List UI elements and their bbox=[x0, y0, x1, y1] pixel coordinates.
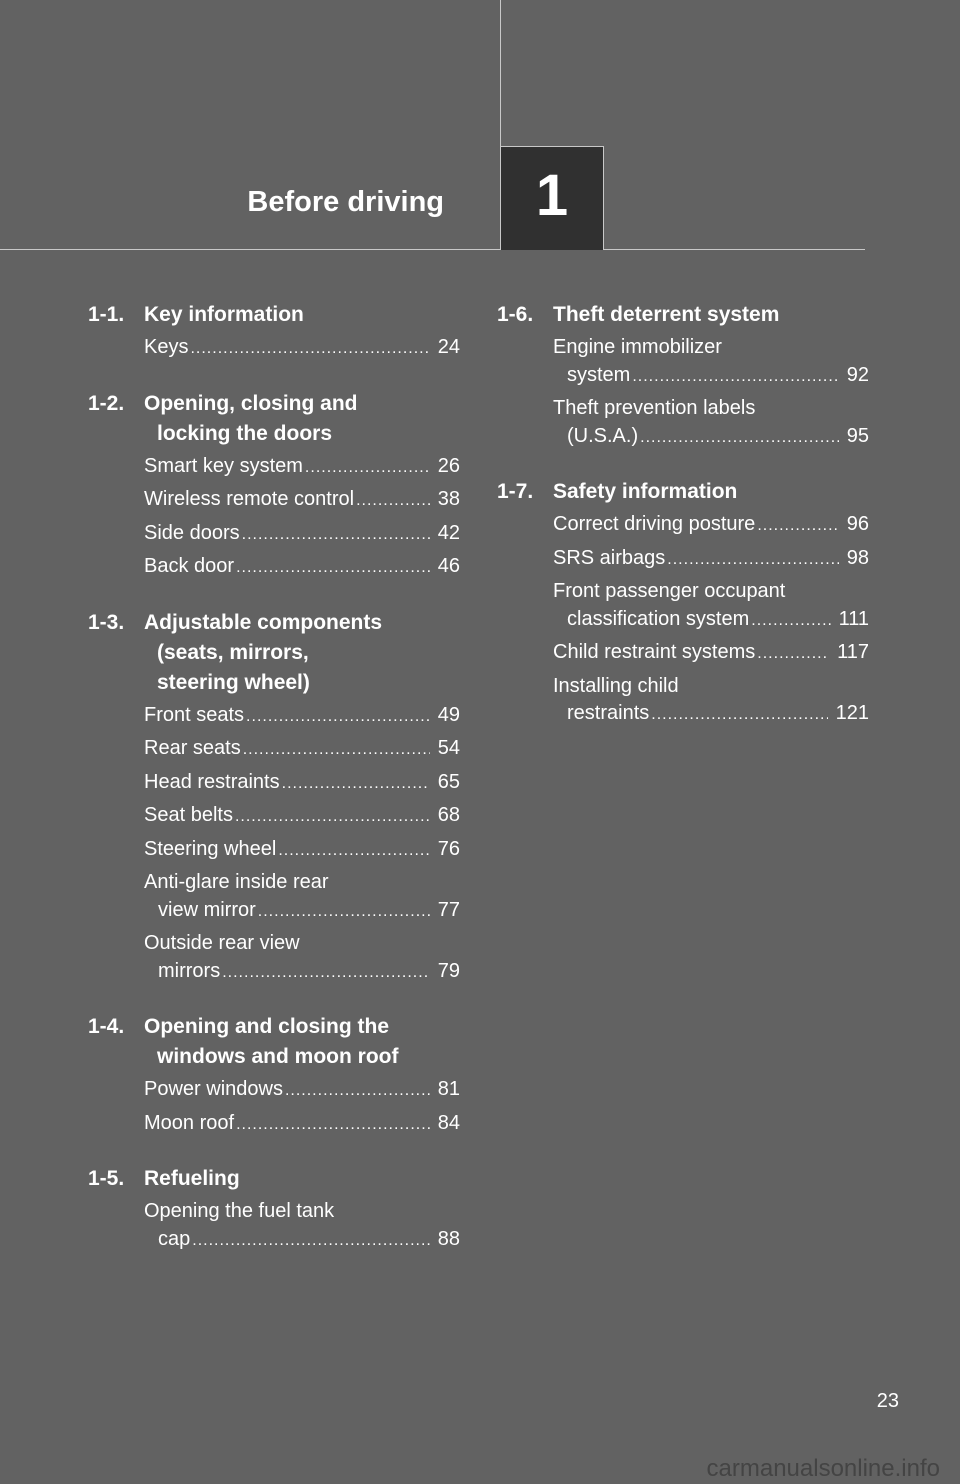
entry-page-number: 98 bbox=[846, 546, 869, 569]
section-number: 1-6. bbox=[497, 303, 534, 326]
toc-entry[interactable] bbox=[144, 334, 460, 363]
toc-entry[interactable] bbox=[553, 639, 869, 668]
section-items bbox=[88, 1076, 460, 1138]
entry-label: system bbox=[567, 363, 631, 386]
toc-entry[interactable] bbox=[144, 735, 460, 764]
entry-page-number: 49 bbox=[437, 703, 460, 726]
entry-label: mirrors bbox=[158, 959, 221, 982]
dot-leader bbox=[235, 803, 430, 831]
toc-entry[interactable] bbox=[144, 1198, 460, 1254]
section-items bbox=[88, 1198, 460, 1254]
entry-page-number: 26 bbox=[437, 454, 460, 477]
toc-section bbox=[88, 608, 460, 987]
entry-page-number: 38 bbox=[437, 488, 460, 510]
header-horizontal-rule bbox=[0, 249, 865, 250]
section-heading[interactable] bbox=[88, 389, 460, 449]
toc-entry[interactable] bbox=[553, 395, 869, 451]
section-title bbox=[144, 608, 460, 698]
watermark: carmanualsonline.info bbox=[706, 1455, 940, 1482]
section-title-line: steering wheel) bbox=[157, 670, 310, 694]
entry-label-line: Outside rear view bbox=[144, 932, 300, 954]
toc-section bbox=[88, 1164, 460, 1254]
section-title bbox=[144, 300, 460, 330]
entry-label: (U.S.A.) bbox=[567, 424, 639, 447]
entry-page-number: 117 bbox=[837, 641, 869, 663]
toc-entry[interactable] bbox=[144, 702, 460, 731]
entry-label: Wireless remote control bbox=[144, 488, 355, 510]
section-title-line: locking the doors bbox=[157, 421, 333, 445]
entry-label: Front seats bbox=[144, 703, 245, 726]
entry-page-number: 111 bbox=[838, 607, 869, 630]
section-number: 1-3. bbox=[88, 610, 125, 634]
toc-entry[interactable] bbox=[144, 553, 460, 582]
toc-entry[interactable] bbox=[144, 1076, 460, 1105]
dot-leader bbox=[640, 424, 839, 452]
toc-section bbox=[88, 1012, 460, 1138]
section-number: 1-5. bbox=[88, 1167, 125, 1190]
section-number: 1-1. bbox=[88, 303, 125, 326]
entry-label: Head restraints bbox=[144, 770, 280, 793]
dot-leader bbox=[258, 898, 430, 926]
entry-label: Moon roof bbox=[144, 1111, 235, 1134]
dot-leader bbox=[282, 770, 430, 798]
entry-page-number: 46 bbox=[437, 555, 460, 577]
section-title bbox=[553, 300, 869, 330]
entry-label: cap bbox=[158, 1227, 191, 1250]
entry-label: Seat belts bbox=[144, 804, 233, 826]
entry-page-number: 96 bbox=[846, 513, 869, 535]
section-number: 1-2. bbox=[88, 391, 125, 415]
entry-label: SRS airbags bbox=[553, 546, 666, 569]
toc-entry[interactable] bbox=[144, 769, 460, 798]
section-heading[interactable] bbox=[88, 608, 460, 698]
dot-leader bbox=[305, 454, 430, 482]
dot-leader bbox=[278, 837, 429, 865]
section-number: 1-7. bbox=[497, 480, 534, 503]
entry-label: Keys bbox=[144, 336, 189, 358]
toc-entry[interactable] bbox=[553, 673, 869, 729]
dot-leader bbox=[751, 607, 830, 635]
toc-entry[interactable] bbox=[144, 836, 460, 865]
section-heading[interactable] bbox=[497, 300, 869, 330]
dot-leader bbox=[236, 1111, 430, 1139]
entry-page-number: 42 bbox=[437, 521, 460, 544]
section-title bbox=[553, 477, 869, 507]
entry-page-number: 79 bbox=[437, 959, 460, 982]
section-title-line: windows and moon roof bbox=[157, 1045, 399, 1068]
toc-entry[interactable] bbox=[144, 520, 460, 549]
toc-entry[interactable] bbox=[144, 486, 460, 515]
entry-page-number: 65 bbox=[437, 770, 460, 793]
section-heading[interactable] bbox=[88, 300, 460, 330]
toc-left-column bbox=[88, 300, 460, 1280]
section-items bbox=[88, 334, 460, 363]
section-title-line: Safety information bbox=[553, 480, 738, 503]
dot-leader bbox=[222, 959, 430, 987]
entry-label-line: Anti-glare inside rear bbox=[144, 871, 329, 893]
entry-label: Smart key system bbox=[144, 454, 303, 477]
section-heading[interactable] bbox=[497, 477, 869, 507]
dot-leader bbox=[242, 521, 430, 549]
entry-label-line: Installing child bbox=[553, 674, 679, 697]
dot-leader bbox=[356, 487, 430, 515]
entry-page-number: 88 bbox=[437, 1227, 460, 1250]
entry-label: Correct driving posture bbox=[553, 513, 756, 535]
toc-right-column bbox=[497, 300, 869, 755]
toc-entry[interactable] bbox=[144, 802, 460, 831]
entry-label: Rear seats bbox=[144, 737, 241, 759]
section-title-line: Refueling bbox=[144, 1167, 240, 1190]
toc-entry[interactable] bbox=[144, 930, 460, 986]
chapter-title: Before driving bbox=[247, 186, 444, 218]
entry-page-number: 24 bbox=[437, 336, 460, 358]
section-title-line: Theft deterrent system bbox=[553, 303, 780, 326]
toc-section bbox=[88, 389, 460, 582]
chapter-number-box bbox=[500, 146, 604, 250]
toc-entry[interactable] bbox=[553, 578, 869, 634]
chapter-number: 1 bbox=[535, 163, 569, 228]
section-title-line: Opening and closing the bbox=[144, 1015, 390, 1038]
section-title-line: Key information bbox=[144, 303, 304, 326]
entry-label: Power windows bbox=[144, 1078, 283, 1100]
dot-leader bbox=[246, 703, 430, 731]
section-heading[interactable] bbox=[88, 1012, 460, 1072]
section-title-line: Opening, closing and bbox=[144, 391, 358, 415]
entry-page-number: 121 bbox=[835, 702, 869, 724]
page-number: 23 bbox=[876, 1390, 899, 1412]
section-title bbox=[144, 1164, 460, 1194]
entry-page-number: 92 bbox=[846, 363, 869, 386]
section-title-line: (seats, mirrors, bbox=[157, 640, 309, 664]
entry-label-line: Theft prevention labels bbox=[553, 397, 756, 419]
toc-section bbox=[497, 300, 869, 451]
section-number: 1-4. bbox=[88, 1015, 125, 1038]
dot-leader bbox=[651, 701, 827, 729]
section-items bbox=[88, 702, 460, 987]
section-title-line: Adjustable components bbox=[144, 610, 383, 634]
dot-leader bbox=[285, 1077, 430, 1105]
entry-page-number: 84 bbox=[437, 1111, 460, 1134]
entry-page-number: 77 bbox=[437, 898, 460, 921]
section-title bbox=[144, 1012, 460, 1072]
entry-label: Steering wheel bbox=[144, 837, 277, 860]
section-items bbox=[497, 511, 869, 729]
entry-page-number: 95 bbox=[846, 424, 869, 447]
toc-entry[interactable] bbox=[553, 511, 869, 540]
section-items bbox=[88, 453, 460, 582]
entry-page-number: 81 bbox=[437, 1078, 460, 1100]
dot-leader bbox=[757, 512, 838, 540]
entry-label: restraints bbox=[567, 702, 650, 724]
dot-leader bbox=[192, 1227, 430, 1255]
toc-entry[interactable] bbox=[144, 1110, 460, 1139]
section-items bbox=[497, 334, 869, 451]
entry-page-number: 54 bbox=[437, 737, 460, 759]
dot-leader bbox=[632, 363, 838, 391]
dot-leader bbox=[190, 335, 429, 363]
entry-label: Side doors bbox=[144, 521, 240, 544]
dot-leader bbox=[236, 554, 430, 582]
dot-leader bbox=[757, 640, 829, 668]
entry-page-number: 68 bbox=[437, 804, 460, 826]
entry-label-line: Front passenger occupant bbox=[553, 580, 786, 602]
toc-entry[interactable] bbox=[553, 334, 869, 390]
entry-page-number: 76 bbox=[437, 837, 460, 860]
entry-label: Back door bbox=[144, 555, 235, 577]
entry-label-line: Opening the fuel tank bbox=[144, 1200, 335, 1222]
toc-entry[interactable] bbox=[144, 869, 460, 925]
section-heading[interactable] bbox=[88, 1164, 460, 1194]
entry-label: Child restraint systems bbox=[553, 641, 756, 663]
entry-label: view mirror bbox=[158, 898, 256, 921]
section-title bbox=[144, 389, 460, 449]
entry-label: classification system bbox=[567, 607, 750, 630]
entry-label-line: Engine immobilizer bbox=[553, 336, 722, 358]
toc-entry[interactable] bbox=[144, 453, 460, 482]
toc-entry[interactable] bbox=[553, 545, 869, 574]
dot-leader bbox=[243, 736, 430, 764]
toc-section bbox=[497, 477, 869, 729]
toc-section bbox=[88, 300, 460, 363]
dot-leader bbox=[667, 546, 838, 574]
